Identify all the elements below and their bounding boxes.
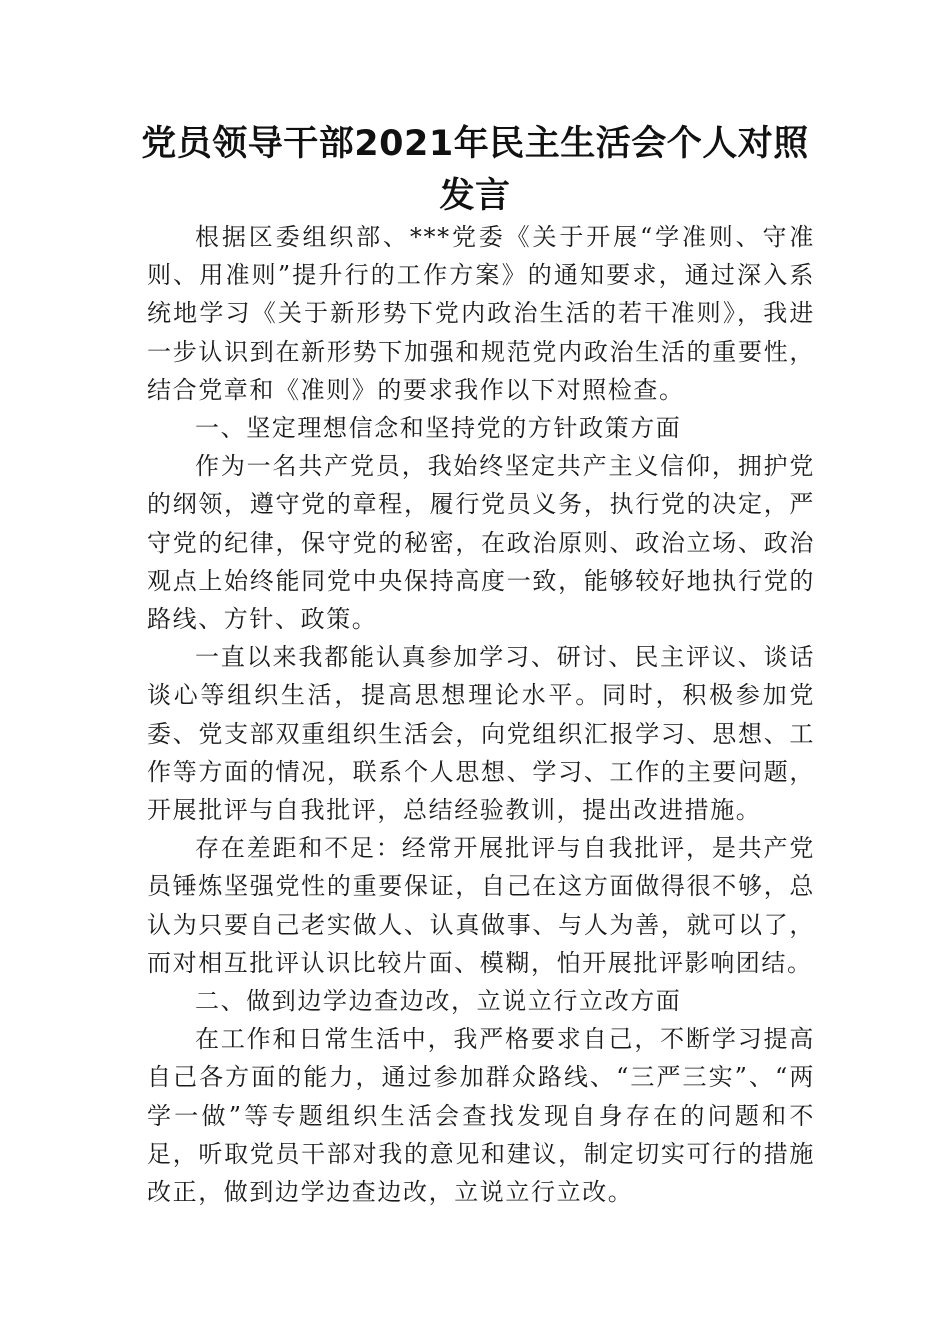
paragraph-study: 一直以来我都能认真参加学习、研讨、民主评议、谈话谈心等组织生活，提高思想理论水平。同时，积极参加党委、党支部双重组织生活会，向党组织汇报学习、思想、工作等方面的情况，联系个人思想、学习、工作的主要问题，开展批评与自我批评，总结经验教训，提出改进措施。 <box>147 643 815 825</box>
paragraph-intro: 根据区委组织部、***党委《关于开展“学准则、守准则、用准则”提升行的工作方案》的通知要求，通过深入系统地学习《关于新形势下党内政治生活的若干准则》，我进一步认识到在新形势下加强和规范党内政治生活的重要性，结合党章和《准则》的要求我作以下对照检查。 <box>147 223 815 404</box>
paragraph-shortcomings: 存在差距和不足：经常开展批评与自我批评，是共产党员锤炼坚强党性的重要保证，自己在这方面做得很不够，总认为只要自己老实做人、认真做事、与人为善，就可以了，而对相互批评认识比较片面、模糊，怕开展批评影响团结。 <box>147 834 815 977</box>
section-heading-2: 二、做到边学边查边改，立说立行立改方面 <box>195 987 682 1016</box>
paragraph-belief: 作为一名共产党员，我始终坚定共产主义信仰，拥护党的纲领，遵守党的章程，履行党员义务，执行党的决定，严守党的纪律，保守党的秘密，在政治原则、政治立场、政治观点上始终能同党中央保持高度一致，能够较好地执行党的路线、方针、政策。 <box>147 452 815 634</box>
paragraph-practice: 在工作和日常生活中，我严格要求自己，不断学习提高自己各方面的能力，通过参加群众路线、“三严三实”、“两学一做”等专题组织生活会查找发现自身存在的问题和不足，听取党员干部对我的意见和建议，制定切实可行的措施改正，做到边学边查边改，立说立行立改。 <box>147 1025 815 1207</box>
document-title: 党员领导干部2021年民主生活会个人对照发言 <box>141 124 809 216</box>
document-body <box>147 218 815 1211</box>
section-heading-1: 一、坚定理想信念和坚持党的方针政策方面 <box>195 414 682 443</box>
